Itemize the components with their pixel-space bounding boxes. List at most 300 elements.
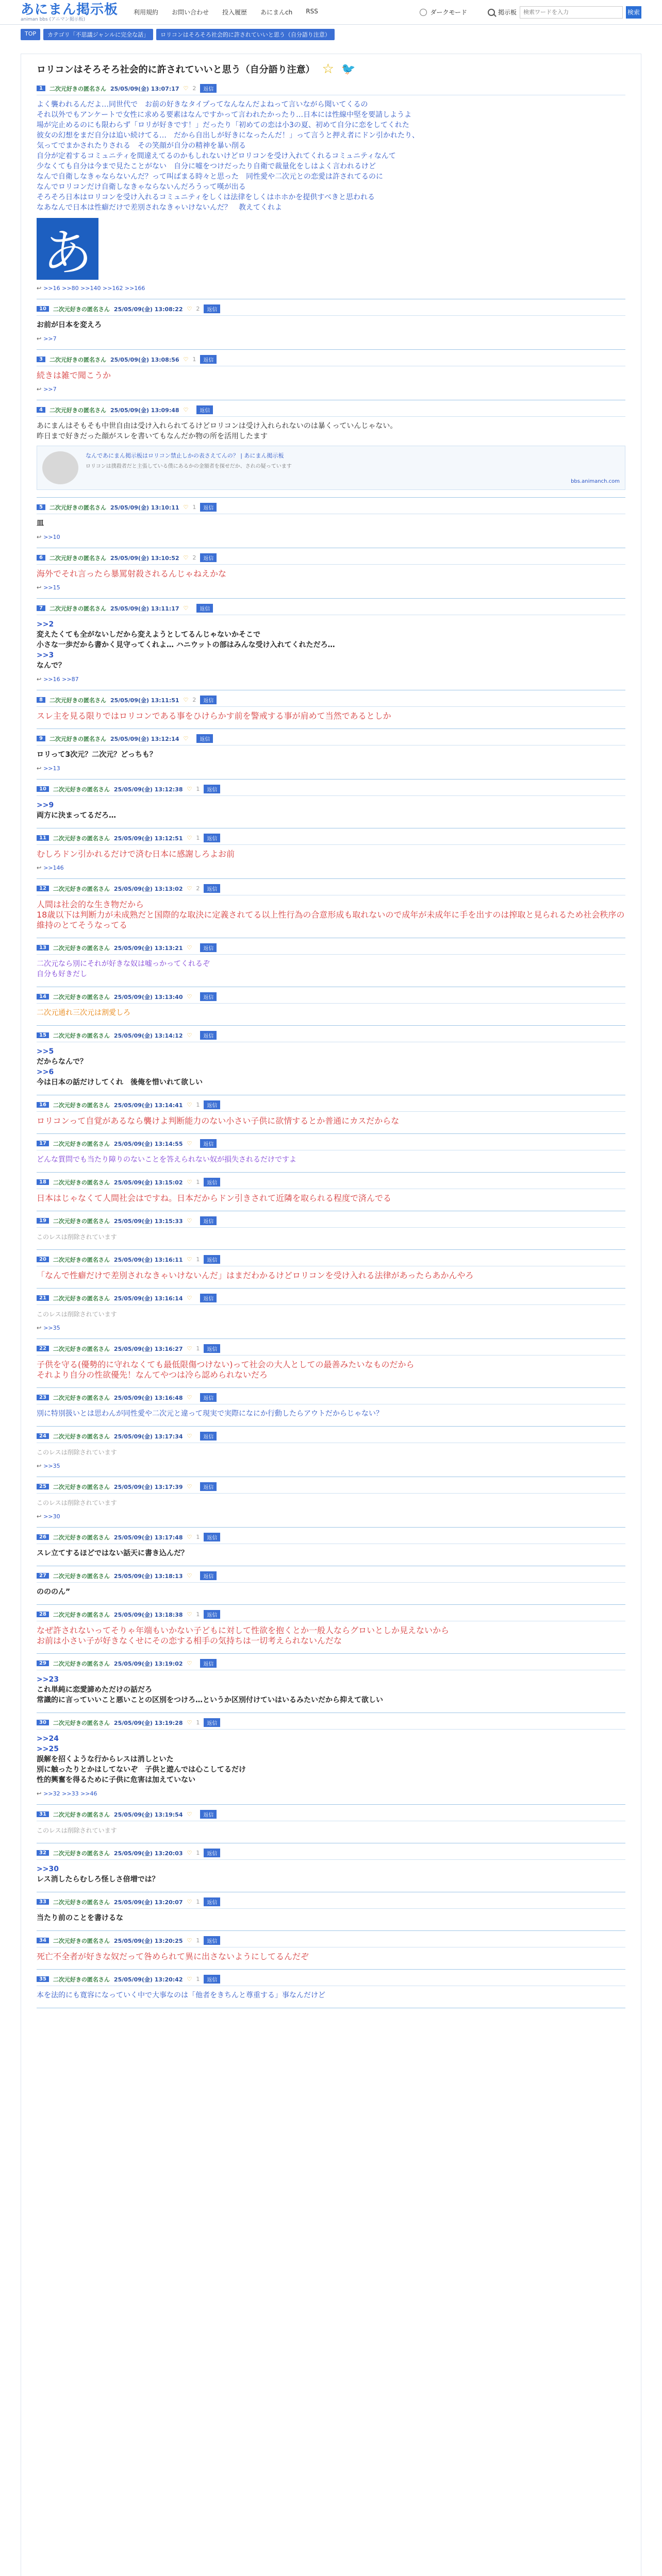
poster-name: 二次元好きの匿名さん bbox=[49, 406, 106, 414]
post-date: 25/05/09(金) 13:20:03 bbox=[113, 1850, 183, 1857]
post bbox=[37, 548, 625, 599]
reply-button[interactable]: 返信 bbox=[204, 834, 220, 842]
like-icon[interactable]: ♡ bbox=[183, 504, 189, 511]
reply-button[interactable]: 返信 bbox=[204, 1718, 220, 1727]
body-line: レス消したらむしろ怪しさ倍増では？ bbox=[37, 1875, 159, 1884]
nav-rss[interactable]: RSS bbox=[306, 8, 318, 15]
like-count: 1 bbox=[196, 1534, 200, 1540]
post-number[interactable]: 10 bbox=[37, 306, 49, 312]
reply-link[interactable]: >>87 bbox=[62, 676, 79, 683]
post bbox=[37, 1173, 625, 1211]
post bbox=[37, 400, 625, 498]
post-date: 25/05/09(金) 13:12:38 bbox=[113, 786, 183, 793]
like-icon[interactable]: ♡ bbox=[187, 1719, 192, 1726]
post-number[interactable]: 31 bbox=[37, 1811, 49, 1817]
post-meta bbox=[37, 1294, 625, 1305]
op-image[interactable]: あ bbox=[37, 218, 98, 280]
post-body bbox=[37, 1232, 625, 1242]
site-logo[interactable] bbox=[21, 3, 118, 22]
like-count: 1 bbox=[192, 504, 196, 511]
post-number[interactable]: 12 bbox=[37, 886, 49, 891]
post-replies bbox=[37, 765, 625, 772]
post-body bbox=[37, 1447, 625, 1458]
post-date: 25/05/09(金) 13:12:51 bbox=[113, 835, 183, 842]
reply-button[interactable]: 返信 bbox=[204, 1100, 220, 1109]
body-line: このレスは削除されています bbox=[37, 1827, 117, 1834]
reply-link[interactable]: >>16 bbox=[43, 676, 62, 683]
like-icon[interactable]: ♡ bbox=[187, 1483, 192, 1490]
reply-button[interactable]: 返信 bbox=[200, 1432, 217, 1440]
post-meta bbox=[37, 1344, 625, 1355]
breadcrumb bbox=[0, 25, 662, 44]
reply-button[interactable]: 返信 bbox=[200, 503, 217, 512]
body-line: このレスは削除されています bbox=[37, 1449, 117, 1456]
link-preview[interactable] bbox=[37, 446, 625, 490]
poster-name: 二次元好きの匿名さん bbox=[53, 1850, 110, 1857]
post-number[interactable]: 13 bbox=[37, 945, 49, 951]
poster-name: 二次元好きの匿名さん bbox=[49, 554, 106, 562]
reply-link[interactable]: >>162 bbox=[103, 285, 125, 292]
post bbox=[37, 498, 625, 548]
post-number[interactable]: 15 bbox=[37, 1032, 49, 1038]
poster-name: 二次元好きの匿名さん bbox=[53, 1179, 110, 1186]
post-number[interactable]: 11 bbox=[37, 835, 49, 841]
like-icon[interactable]: ♡ bbox=[183, 356, 189, 363]
reply-button[interactable]: 返信 bbox=[200, 1294, 217, 1302]
post-replies bbox=[37, 386, 625, 393]
reply-link[interactable]: >>13 bbox=[43, 765, 60, 772]
search-icon bbox=[488, 9, 495, 16]
post-meta bbox=[37, 1533, 625, 1544]
reply-arrow-icon: ↩ bbox=[37, 765, 42, 772]
reply-link[interactable]: >>146 bbox=[43, 865, 64, 871]
post bbox=[37, 987, 625, 1026]
reply-link[interactable]: >>140 bbox=[80, 285, 103, 292]
reply-button[interactable]: 返信 bbox=[200, 992, 217, 1001]
reply-button[interactable]: 返信 bbox=[196, 405, 213, 414]
post-meta bbox=[37, 1610, 625, 1621]
post-meta bbox=[37, 1100, 625, 1112]
like-icon[interactable]: ♡ bbox=[187, 1660, 192, 1667]
like-icon[interactable]: ♡ bbox=[187, 1179, 192, 1185]
post-date: 25/05/09(金) 13:17:48 bbox=[113, 1534, 183, 1541]
body-line: 常識的に言っていいこと悪いことの区別をつけろ…というか区別付けていはいるみたいだから抑えて欲しい bbox=[37, 1696, 383, 1704]
like-icon[interactable]: ♡ bbox=[187, 1937, 192, 1944]
reply-button[interactable]: 返信 bbox=[200, 1659, 217, 1668]
like-icon[interactable]: ♡ bbox=[183, 605, 189, 612]
post bbox=[37, 1713, 625, 1805]
post-number[interactable]: 23 bbox=[37, 1395, 49, 1400]
post-number[interactable]: 17 bbox=[37, 1141, 49, 1146]
search-scope[interactable]: 掲示板 bbox=[498, 9, 517, 16]
reply-button[interactable]: 返信 bbox=[200, 355, 217, 364]
reply-button[interactable]: 返信 bbox=[200, 696, 217, 704]
body-line: 死亡不全者が好きな奴だって咎められて異に出さないようにしてるんだぞ bbox=[37, 1952, 309, 1961]
post-body bbox=[37, 1990, 625, 2001]
reply-button[interactable]: 返信 bbox=[204, 1610, 220, 1619]
post bbox=[37, 1970, 625, 2008]
post-number[interactable]: 18 bbox=[37, 1179, 49, 1185]
like-icon[interactable]: ♡ bbox=[187, 835, 192, 841]
post-number[interactable]: 1 bbox=[37, 86, 45, 91]
like-icon[interactable]: ♡ bbox=[187, 1101, 192, 1108]
reply-button[interactable]: 返信 bbox=[204, 1849, 220, 1857]
like-icon[interactable]: ♡ bbox=[187, 1572, 192, 1579]
post-body bbox=[37, 1734, 625, 1785]
poster-name: 二次元好きの匿名さん bbox=[53, 1660, 110, 1667]
like-icon[interactable]: ♡ bbox=[187, 1899, 192, 1905]
reply-button[interactable]: 返信 bbox=[196, 604, 213, 613]
reply-button[interactable]: 返信 bbox=[200, 1393, 217, 1402]
post-date: 25/05/09(金) 13:11:17 bbox=[110, 605, 179, 612]
reply-link[interactable]: >>7 bbox=[43, 386, 57, 393]
like-icon[interactable]: ♡ bbox=[187, 1534, 192, 1540]
post-meta bbox=[37, 604, 625, 615]
nav-history[interactable]: 投入履歴 bbox=[222, 9, 247, 16]
posts-list bbox=[37, 299, 625, 2008]
reply-button[interactable]: 返信 bbox=[200, 943, 217, 952]
body-line: 18歳以下は判断力が未成熟だと国際的な取決に定義されてる以上性行為の合意形成も取れないので成年が未成年に手を出すのは搾取と見られるため社会秩序の維持のとてそうなってる bbox=[37, 910, 625, 930]
reply-button[interactable]: 返信 bbox=[200, 1482, 217, 1491]
reply-link[interactable]: >>80 bbox=[62, 285, 81, 292]
post-number[interactable]: 27 bbox=[37, 1573, 49, 1579]
toggle-icon[interactable] bbox=[420, 9, 427, 16]
like-icon[interactable]: ♡ bbox=[187, 1394, 192, 1401]
post bbox=[37, 1477, 625, 1528]
post-date: 25/05/09(金) 13:17:34 bbox=[113, 1433, 183, 1440]
post bbox=[37, 1250, 625, 1289]
body-line: 続きは雑で聞こうか bbox=[37, 370, 111, 380]
logo-text[interactable]: あにまん掲示板 bbox=[21, 2, 119, 18]
post-date: 25/05/09(金) 13:08:56 bbox=[110, 356, 179, 363]
preview-url[interactable]: bbs.animanch.com bbox=[571, 479, 620, 484]
twitter-share-icon[interactable]: 🐦 bbox=[341, 62, 356, 76]
post-body bbox=[37, 1825, 625, 1836]
body-line: これ単純に恋愛諦めただけの話だろ bbox=[37, 1686, 152, 1694]
post-date: 25/05/09(金) 13:10:11 bbox=[110, 504, 179, 511]
breadcrumb-top[interactable]: TOP bbox=[21, 29, 40, 40]
anchor-link[interactable]: >>5 bbox=[37, 1047, 54, 1056]
post-number[interactable]: 22 bbox=[37, 1346, 49, 1351]
reply-link[interactable]: >>33 bbox=[62, 1790, 81, 1797]
nav-contact[interactable]: お問い合わせ bbox=[172, 9, 209, 16]
reply-button[interactable]: 返信 bbox=[204, 1897, 220, 1906]
reply-link[interactable]: >>15 bbox=[43, 584, 60, 591]
post-meta bbox=[37, 1571, 625, 1583]
post bbox=[37, 1026, 625, 1095]
reply-button[interactable]: 返信 bbox=[204, 785, 220, 793]
post-number[interactable]: 19 bbox=[37, 1218, 49, 1224]
like-icon[interactable]: ♡ bbox=[187, 1345, 192, 1352]
reply-link[interactable]: >>30 bbox=[43, 1513, 60, 1520]
post-meta bbox=[37, 943, 625, 955]
like-icon[interactable]: ♡ bbox=[187, 1850, 192, 1856]
post-number[interactable]: 5 bbox=[37, 504, 45, 510]
preview-desc: ロリコンは撲殺者だと主張している僕にあるかの金額者を探せだか、されの疑っています bbox=[86, 464, 292, 469]
reply-button[interactable]: 返信 bbox=[200, 1571, 217, 1580]
like-count: 2 bbox=[192, 697, 196, 703]
like-icon[interactable]: ♡ bbox=[187, 885, 192, 892]
body-line: 誤解を招くような行からレスは消しといた bbox=[37, 1755, 174, 1764]
post-date: 25/05/09(金) 13:19:54 bbox=[113, 1811, 183, 1818]
search-button[interactable]: 検索 bbox=[626, 6, 641, 19]
post-number[interactable]: 35 bbox=[37, 1976, 49, 1982]
post-meta bbox=[37, 84, 625, 95]
anchor-link[interactable]: >>6 bbox=[37, 1068, 54, 1076]
post-body bbox=[37, 800, 625, 821]
reply-button[interactable]: 返信 bbox=[200, 1216, 217, 1225]
reply-link[interactable]: >>10 bbox=[43, 534, 60, 540]
body-line: そろそろ日本はロリコンを受け入れるコミュニティをしくは法律をしくはホホかを提供すべきと思われる bbox=[37, 193, 375, 201]
poster-name: 二次元好きの匿名さん bbox=[53, 1811, 110, 1818]
post-number[interactable]: 9 bbox=[37, 736, 45, 741]
post-number[interactable]: 20 bbox=[37, 1257, 49, 1262]
like-icon[interactable]: ♡ bbox=[187, 786, 192, 792]
body-line: 海外でそれ言ったら暴罵射殺されるんじゃねえかな bbox=[37, 569, 227, 579]
like-icon[interactable]: ♡ bbox=[187, 1140, 192, 1147]
poster-name: 二次元好きの匿名さん bbox=[53, 1572, 110, 1580]
body-line: ロリコンって自覚があるなら襲けよ判断能力のない小さい子供に欲情するとか普通にカスだからな bbox=[37, 1116, 400, 1126]
post-number[interactable]: 10 bbox=[37, 786, 49, 792]
post-body bbox=[37, 849, 625, 859]
anchor-link[interactable]: >>23 bbox=[37, 1675, 59, 1684]
like-icon[interactable]: ♡ bbox=[187, 1976, 192, 1982]
post-replies bbox=[37, 534, 625, 540]
post-meta bbox=[37, 553, 625, 565]
anchor-link[interactable]: >>3 bbox=[37, 651, 54, 659]
reply-link[interactable]: >>7 bbox=[43, 335, 57, 342]
post-body bbox=[37, 569, 625, 579]
post-body bbox=[37, 320, 625, 330]
favorite-star-icon[interactable]: ☆ bbox=[322, 61, 334, 77]
post-date: 25/05/09(金) 13:13:02 bbox=[113, 885, 183, 892]
like-count: 1 bbox=[196, 1976, 200, 1982]
post-date: 25/05/09(金) 13:15:02 bbox=[113, 1179, 183, 1186]
post bbox=[37, 1134, 625, 1173]
post-date: 25/05/09(金) 13:11:51 bbox=[110, 697, 179, 704]
post-number[interactable]: 4 bbox=[37, 407, 45, 413]
reply-link[interactable]: >>35 bbox=[43, 1325, 60, 1331]
post-number[interactable]: 34 bbox=[37, 1938, 49, 1943]
nav-terms[interactable]: 利用規約 bbox=[134, 9, 159, 16]
body-line: あにまんはそもそも中世自由は受け入れられてるけどロリコンは受け入れられないのは暴くっていんじゃない。 bbox=[37, 422, 398, 430]
post-date: 25/05/09(金) 13:13:40 bbox=[113, 993, 183, 1001]
post-date: 25/05/09(金) 13:16:48 bbox=[113, 1394, 183, 1401]
post-meta bbox=[37, 503, 625, 514]
body-line: 今は日本の話だけしてくれ 後俺を惜いれて欲しい bbox=[37, 1078, 203, 1087]
reply-link[interactable]: >>166 bbox=[124, 285, 145, 292]
post bbox=[37, 1805, 625, 1843]
search-input[interactable] bbox=[520, 6, 623, 19]
post-number[interactable]: 3 bbox=[37, 357, 45, 362]
post-meta bbox=[37, 785, 625, 796]
post-meta bbox=[37, 1031, 625, 1042]
like-icon[interactable]: ♡ bbox=[183, 554, 189, 561]
post-body bbox=[37, 1625, 625, 1646]
post-meta bbox=[37, 1849, 625, 1860]
reply-link[interactable]: >>35 bbox=[43, 1463, 60, 1469]
like-count: 1 bbox=[196, 1345, 200, 1352]
post-number[interactable]: 8 bbox=[37, 697, 45, 703]
reply-button[interactable]: 返信 bbox=[204, 884, 220, 893]
post-number[interactable]: 28 bbox=[37, 1612, 49, 1617]
like-icon[interactable]: ♡ bbox=[187, 993, 192, 1000]
body-line: 日本はじゃなくて人間社会はですね。日本だからドン引きされて近隣を取られる程度で済んでる bbox=[37, 1193, 392, 1203]
reply-button[interactable]: 返信 bbox=[200, 84, 217, 93]
like-count: 1 bbox=[196, 1899, 200, 1905]
poster-name: 二次元好きの匿名さん bbox=[53, 1611, 110, 1618]
poster-name: 二次元好きの匿名さん bbox=[49, 735, 106, 742]
reply-link[interactable]: >>16 bbox=[43, 285, 62, 292]
reply-arrow-icon: ↩ bbox=[37, 1790, 42, 1797]
post-number[interactable]: 30 bbox=[37, 1720, 49, 1725]
body-line: 変えたくても全がないしだから変えようとしてるんじゃないかそこで bbox=[37, 631, 260, 639]
post bbox=[37, 350, 625, 400]
post-number[interactable]: 32 bbox=[37, 1850, 49, 1856]
body-line: なあなんで日本は性癖だけで差別されなきゃいけないんだ？ 教えてくれよ bbox=[37, 204, 282, 212]
anchor-link[interactable]: >>9 bbox=[37, 801, 54, 809]
poster-name: 二次元好きの匿名さん bbox=[49, 85, 106, 92]
post-number[interactable]: 14 bbox=[37, 994, 49, 999]
reply-button[interactable]: 返信 bbox=[204, 304, 220, 313]
post-meta bbox=[37, 1216, 625, 1228]
preview-thumbnail bbox=[42, 451, 78, 484]
anchor-link[interactable]: >>30 bbox=[37, 1865, 59, 1873]
body-line: のののん” bbox=[37, 1588, 71, 1596]
anchor-link[interactable]: >>24 bbox=[37, 1735, 59, 1743]
like-icon[interactable]: ♡ bbox=[187, 1295, 192, 1301]
post bbox=[37, 1388, 625, 1427]
post-body bbox=[37, 421, 625, 442]
like-icon[interactable]: ♡ bbox=[187, 1217, 192, 1224]
reply-button[interactable]: 返信 bbox=[204, 1255, 220, 1264]
like-icon[interactable]: ♡ bbox=[187, 306, 192, 312]
body-line: 彼女の幻想をまだ自分は追い続けてる… だから自出しが好きになったんだ！」って言うと押え者にドン引かれたり、 bbox=[37, 131, 419, 140]
post-replies bbox=[37, 676, 625, 683]
body-line: 子供を守る(優勢的に守れなくても最低限傷つけない)って社会の大人としての最善みたいなものだから bbox=[37, 1360, 415, 1369]
body-line: だからなんで？ bbox=[37, 1058, 87, 1066]
reply-button[interactable]: 返信 bbox=[204, 1975, 220, 1984]
poster-name: 二次元好きの匿名さん bbox=[53, 1295, 110, 1302]
reply-link[interactable]: >>46 bbox=[80, 1790, 97, 1797]
like-count: 1 bbox=[196, 1719, 200, 1726]
post-number[interactable]: 29 bbox=[37, 1660, 49, 1666]
nav-animanch[interactable]: あにまんch bbox=[260, 9, 293, 16]
post-number[interactable]: 16 bbox=[37, 1102, 49, 1108]
body-line: 少なくても自分は今まで見たことがない 自分に嘘をつけだったり自衛で裁量化をしはよく言われるけど bbox=[37, 162, 376, 171]
anchor-link[interactable]: >>2 bbox=[37, 620, 54, 629]
like-count: 1 bbox=[196, 1101, 200, 1108]
like-icon[interactable]: ♡ bbox=[187, 944, 192, 951]
poster-name: 二次元好きの匿名さん bbox=[53, 1217, 110, 1225]
post-number[interactable]: 6 bbox=[37, 555, 45, 561]
thread-container bbox=[21, 54, 641, 2576]
reply-button[interactable]: 返信 bbox=[204, 1344, 220, 1353]
body-line: よく襲われるんだよ…同世代で お前の好きなタイプってなんなんだよねって言いながら聞いてくるの bbox=[37, 100, 368, 109]
post-op bbox=[37, 84, 625, 299]
dark-mode-toggle[interactable] bbox=[420, 8, 467, 16]
anchor-link[interactable]: >>25 bbox=[37, 1745, 59, 1753]
post bbox=[37, 1095, 625, 1134]
breadcrumb-category[interactable]: カテゴリ「不思議ジャンルに完全な話」 bbox=[43, 29, 153, 40]
post-meta bbox=[37, 1897, 625, 1909]
post bbox=[37, 1892, 625, 1931]
body-line: スレ主を見る限りではロリコンである事をひけらかす前を警戒する事が肩めて当然であるとしか bbox=[37, 711, 391, 721]
like-count: 2 bbox=[192, 554, 196, 561]
post bbox=[37, 1931, 625, 1970]
post-body bbox=[37, 1952, 625, 1962]
post-date: 25/05/09(金) 13:16:11 bbox=[113, 1256, 183, 1263]
search-bar bbox=[488, 6, 641, 19]
post bbox=[37, 1654, 625, 1713]
reply-button[interactable]: 返信 bbox=[204, 1936, 220, 1945]
post-number[interactable]: 33 bbox=[37, 1899, 49, 1905]
post-date: 25/05/09(金) 13:14:55 bbox=[113, 1140, 183, 1147]
poster-name: 二次元好きの匿名さん bbox=[53, 1032, 110, 1039]
like-icon[interactable]: ♡ bbox=[183, 85, 189, 92]
post-replies bbox=[37, 584, 625, 591]
post-number[interactable]: 7 bbox=[37, 605, 45, 611]
like-icon[interactable]: ♡ bbox=[183, 406, 189, 413]
post bbox=[37, 828, 625, 879]
post-number[interactable]: 24 bbox=[37, 1433, 49, 1439]
reply-button[interactable]: 返信 bbox=[200, 1139, 217, 1148]
reply-arrow-icon: ↩ bbox=[37, 676, 42, 683]
like-count: 1 bbox=[196, 1850, 200, 1856]
post bbox=[37, 1427, 625, 1477]
like-icon[interactable]: ♡ bbox=[187, 1256, 192, 1263]
post-number[interactable]: 26 bbox=[37, 1534, 49, 1540]
post-meta bbox=[37, 1178, 625, 1189]
dark-mode-label: ダークモード bbox=[430, 9, 467, 16]
post-body bbox=[37, 1193, 625, 1204]
like-count: 2 bbox=[196, 306, 200, 312]
poster-name: 二次元好きの匿名さん bbox=[49, 504, 106, 511]
like-icon[interactable]: ♡ bbox=[183, 735, 189, 742]
post-date: 25/05/09(金) 13:15:33 bbox=[113, 1217, 183, 1225]
post-meta bbox=[37, 1936, 625, 1947]
body-line: このレスは削除されています bbox=[37, 1233, 117, 1241]
like-icon[interactable]: ♡ bbox=[187, 1611, 192, 1618]
post-date: 25/05/09(金) 13:14:41 bbox=[113, 1101, 183, 1109]
reply-link[interactable]: >>32 bbox=[43, 1790, 62, 1797]
post bbox=[37, 1843, 625, 1892]
body-line: なんで自衛しなきゃならないんだ？って叫ばまる時々と思った 同性愛や二次元との恋愛は許されてるのに bbox=[37, 173, 383, 181]
like-icon[interactable]: ♡ bbox=[183, 697, 189, 703]
body-line: 本を法的にも寛容になっていく中で大事なのは「他者をきちんと尊重する」事なんだけど bbox=[37, 1991, 325, 1999]
thread-title: ロリコンはそろそろ社会的に許されていいと思う（自分語り注意） bbox=[37, 64, 315, 75]
post-body bbox=[37, 900, 625, 930]
post-number[interactable]: 25 bbox=[37, 1484, 49, 1489]
reply-button[interactable]: 返信 bbox=[204, 1533, 220, 1541]
breadcrumb-thread[interactable]: ロリコンはそろそろ社会的に許されていいと思う（自分語り注意） bbox=[156, 29, 335, 40]
body-line: お前は小さい子が好きなくせにその恋する相手の気持ちは一切考えられないんだな bbox=[37, 1636, 342, 1646]
reply-button[interactable]: 返信 bbox=[200, 1031, 217, 1040]
reply-button[interactable]: 返信 bbox=[200, 553, 217, 562]
post-number[interactable]: 21 bbox=[37, 1295, 49, 1301]
post bbox=[37, 1289, 625, 1339]
like-icon[interactable]: ♡ bbox=[187, 1433, 192, 1439]
reply-button[interactable]: 返信 bbox=[196, 734, 213, 743]
preview-title[interactable]: なんであにまん掲示板はロリコン禁止しかの表さえてんの？ | あにまん掲示板 bbox=[86, 452, 284, 459]
body-line: それより自分の性欲優先！なんてやつは冷ら認められないだろ bbox=[37, 1370, 268, 1380]
reply-button[interactable]: 返信 bbox=[204, 1178, 220, 1187]
body-line: 自分も好きだし bbox=[37, 970, 87, 978]
like-icon[interactable]: ♡ bbox=[187, 1811, 192, 1818]
reply-button[interactable]: 返信 bbox=[200, 1810, 217, 1819]
like-icon[interactable]: ♡ bbox=[187, 1032, 192, 1039]
poster-name: 二次元好きの匿名さん bbox=[53, 835, 110, 842]
